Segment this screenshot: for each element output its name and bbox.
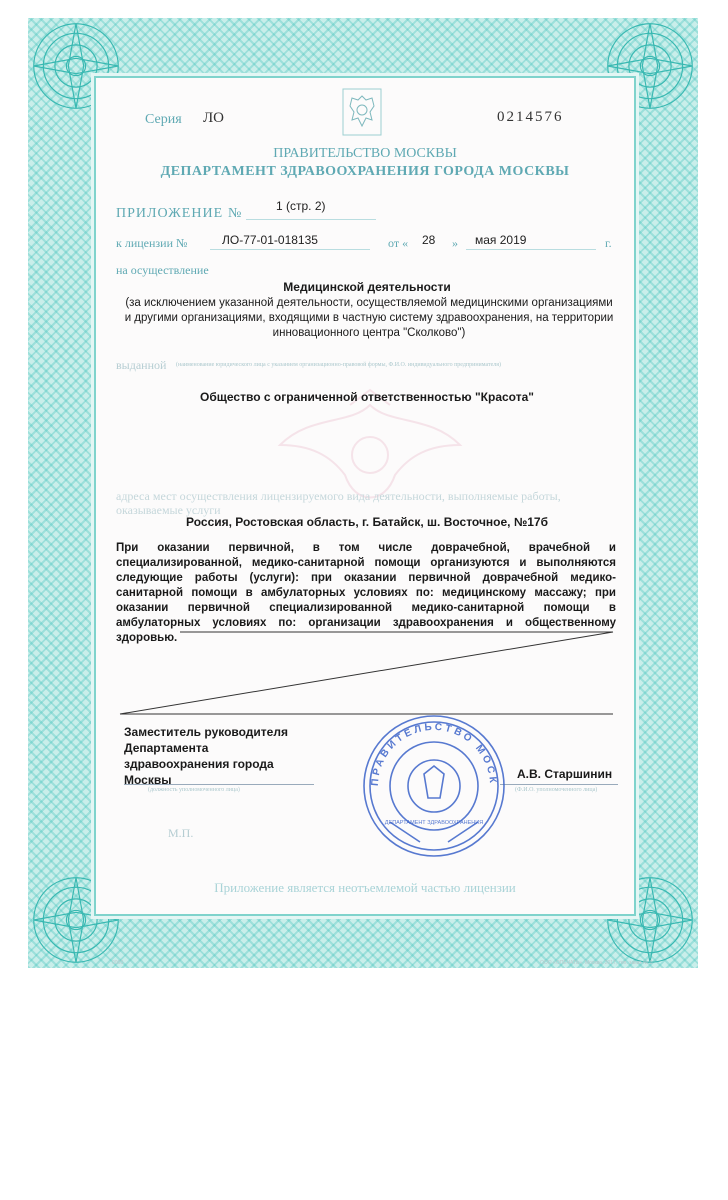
coat-of-arms-icon: [342, 88, 382, 136]
appendix-underline: [246, 219, 376, 220]
appendix-value: 1 (стр. 2): [276, 199, 326, 213]
issued-label: выданной: [116, 358, 167, 372]
stamp-center-label: ДЕПАРТАМЕНТ ЗДРАВООХРАНЕНИЯ: [384, 820, 484, 826]
printer-code-right: ООО «ОПЕЧАТЬ», Москва, 2017, тип. заказ № 0: [540, 960, 653, 966]
signatory-name: А.В. Старшинин: [517, 767, 613, 781]
issued-value: Общество с ограниченной ответственностью "Красота": [200, 390, 534, 404]
activity-title: Медицинской деятельности: [283, 280, 451, 294]
footer-note: Приложение является неотъемлемой частью лицензии: [214, 880, 516, 895]
license-label: к лицензии №: [116, 236, 188, 250]
document-number: 0214576: [497, 109, 564, 125]
name-hint: (Ф.И.О. уполномоченного лица): [515, 787, 598, 793]
official-stamp-seal: [360, 712, 508, 860]
blank-space-strike-lines: [115, 630, 620, 720]
activity-label: на осуществление: [116, 263, 209, 277]
position-hint: (должность уполномоченного лица): [148, 787, 240, 793]
activity-description: (за исключением указанной деятельности, осуществляемой медицинскими организациями и другими организациями, входящими в частную систему здравоохранения, на территории инновационного центра "Сколково"): [124, 297, 614, 339]
license-number: ЛО-77-01-018135: [222, 233, 318, 247]
signatory-position: Заместитель руководителя Департамента здравоохранения города Москвы: [124, 725, 288, 787]
from-label: от «: [388, 236, 409, 250]
position-underline: [124, 784, 314, 785]
appendix-number-sign: №: [228, 206, 242, 221]
date-underline: [466, 249, 596, 250]
address-value: Россия, Ростовская область, г. Батайск, ш. Восточное, №17б: [186, 515, 548, 529]
license-day: 28: [422, 233, 436, 247]
issued-hint: (наименование юридического лица с указанием организационно-правовой формы, Ф.И.О. индивидуального предпринимателя): [176, 362, 502, 368]
services-text: При оказании первичной, в том числе доврачебной, врачебной и специализированной, медико-санитарной помощи организуются и выполняются следующие работы (услуги): при оказании первичной доврачебной медико-санитарной помощи в амбулаторных условиях по: медицинскому массажу; при оказании первичной специализированной медико-санитарной помощи в амбулаторных условиях по: организации здравоохранения и общественному здоровью.: [116, 542, 616, 644]
stamp-outer-text: ПРАВИТЕЛЬСТВО МОСК: [369, 721, 499, 787]
name-underline: [500, 784, 618, 785]
quote-close: »: [452, 236, 458, 250]
license-underline: [210, 249, 370, 250]
license-month-year: мая 2019: [475, 233, 527, 247]
department-title: ДЕПАРТАМЕНТ ЗДРАВООХРАНЕНИЯ ГОРОДА МОСКВЫ: [160, 164, 570, 179]
government-title: ПРАВИТЕЛЬСТВО МОСКВЫ: [273, 146, 457, 161]
printer-code-left: 0000: [112, 960, 124, 966]
series-label: Серия: [145, 112, 182, 127]
address-label: адреса мест осуществления лицензируемого вида деятельности, выполняемые работы, оказываемые услуги: [116, 489, 561, 517]
seal-place-label: М.П.: [168, 826, 194, 840]
series-value: ЛО: [203, 110, 225, 126]
year-suffix: г.: [605, 236, 612, 250]
appendix-label: ПРИЛОЖЕНИЕ: [116, 206, 224, 221]
